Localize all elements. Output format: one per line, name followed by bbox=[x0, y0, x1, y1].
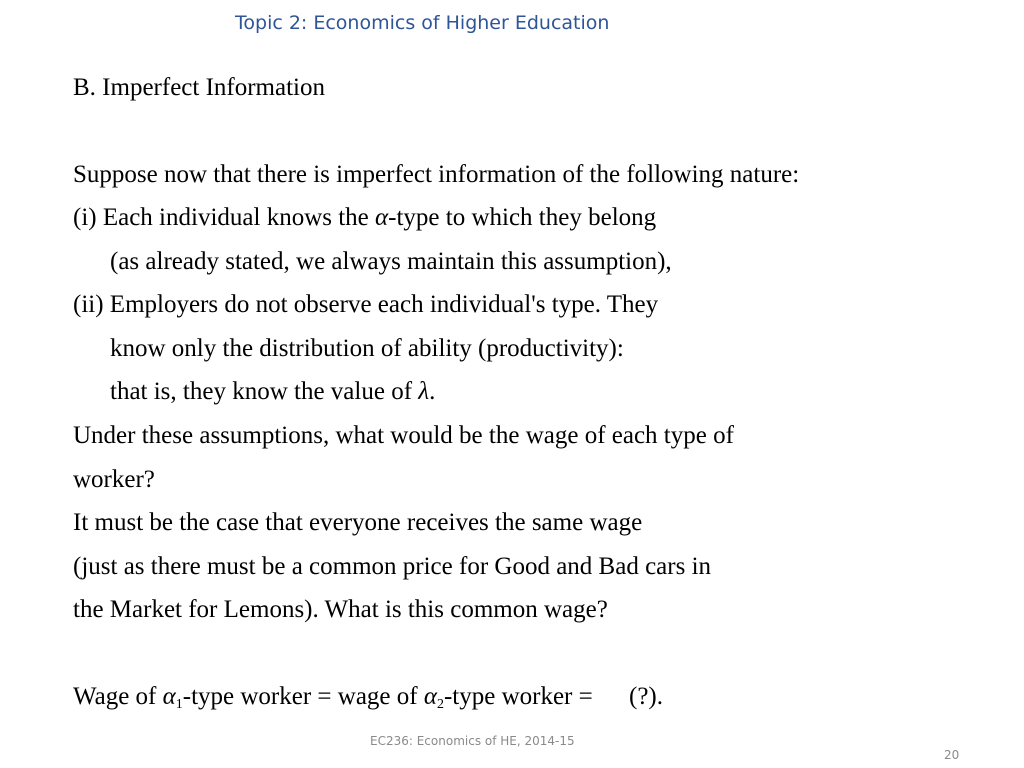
alpha-symbol: α bbox=[423, 683, 437, 710]
text: Wage of bbox=[73, 683, 163, 710]
text-line: the Market for Lemons). What is this common wage? bbox=[73, 596, 608, 623]
text: that is, they know the value of bbox=[110, 378, 419, 405]
subscript: 1 bbox=[175, 697, 183, 712]
text: -type worker = wage of bbox=[182, 683, 424, 710]
text-line: (just as there must be a common price for Good and Bad cars in bbox=[73, 553, 712, 580]
section-heading: B. Imperfect Information bbox=[73, 74, 325, 101]
subscript: 2 bbox=[436, 697, 444, 712]
text-line bbox=[73, 203, 656, 233]
text-line: (ii) Employers do not observe each individual's type. They bbox=[73, 291, 659, 318]
text: -type to which they belong bbox=[388, 204, 657, 231]
text-line: worker? bbox=[73, 466, 155, 493]
footer-text: EC236: Economics of HE, 2014-15 bbox=[370, 734, 575, 748]
text-line: It must be the case that everyone receives the same wage bbox=[73, 509, 643, 536]
text: . bbox=[429, 378, 436, 405]
slide-title: Topic 2: Economics of Higher Education bbox=[235, 12, 610, 34]
text: (i) Each individual knows the bbox=[73, 204, 376, 231]
wage-equation bbox=[73, 682, 663, 720]
text-line: Suppose now that there is imperfect information of the following nature: bbox=[73, 161, 800, 188]
text-line: (as already stated, we always maintain this assumption), bbox=[110, 248, 672, 275]
text-line bbox=[110, 377, 435, 407]
page-number: 20 bbox=[944, 748, 960, 762]
lambda-symbol: λ bbox=[418, 378, 430, 405]
text: -type worker = bbox=[443, 683, 599, 710]
text-line: Under these assumptions, what would be the wage of each type of bbox=[73, 422, 734, 449]
alpha-symbol: α bbox=[162, 683, 176, 710]
text-line: know only the distribution of ability (productivity): bbox=[110, 335, 624, 362]
alpha-symbol: α bbox=[375, 204, 389, 231]
unknown-wage: (?). bbox=[629, 683, 663, 710]
